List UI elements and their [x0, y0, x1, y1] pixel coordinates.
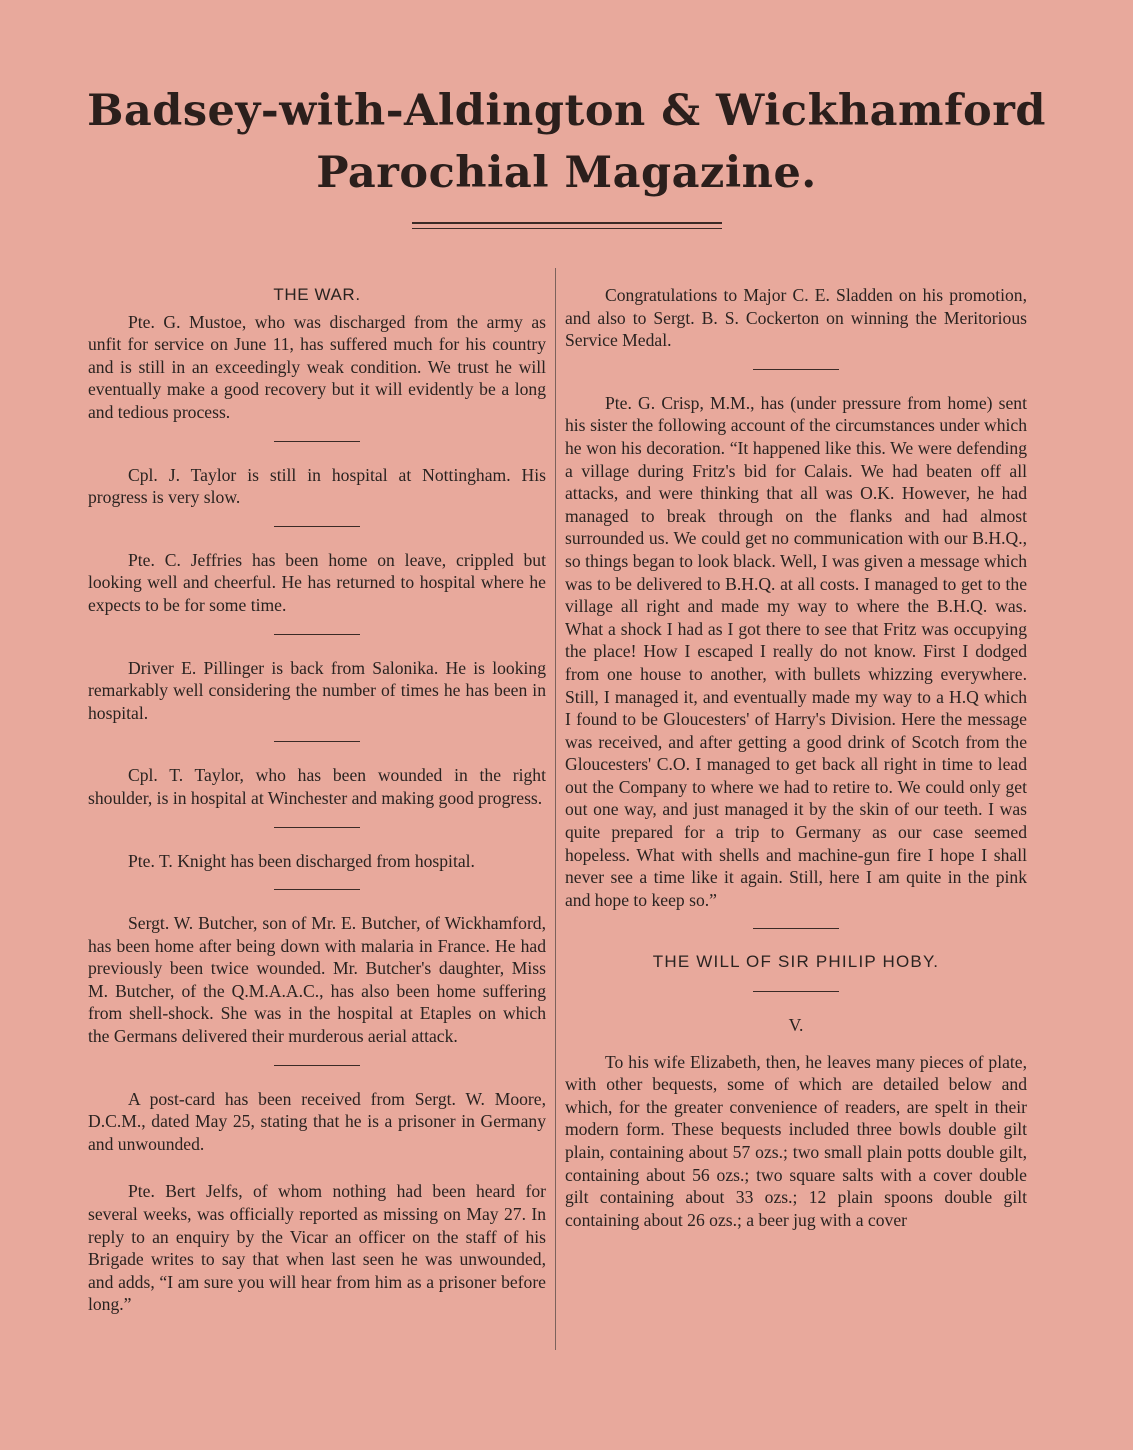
left-column	[88, 284, 546, 1316]
news-item-t-taylor: Cpl. T. Taylor, who has been wounded in the right shoulder, is in hospital at Winchester and making good progress.	[88, 765, 546, 808]
news-item-jelfs: Pte. Bert Jelfs, of whom nothing had been heard for several weeks, was officially reported as missing on May 27. In reply to an enquiry by the Vicar an officer on the staff of his Brigade writes to say that when last seen he was unwounded, and adds, “I am sure you will hear from him as a prisoner before long.”	[88, 1181, 546, 1315]
magazine-title-line1: Badsey-with-Aldington & Wickhamford	[87, 86, 1046, 136]
separator	[274, 889, 360, 890]
news-item-jeffries: Pte. C. Jeffries has been home on leave, crippled but looking well and cheerful. He has returned to hospital where he expects to be for some time.	[88, 549, 546, 615]
separator	[753, 928, 839, 929]
masthead-rule	[412, 222, 722, 224]
right-column	[565, 284, 1027, 1231]
separator	[274, 827, 360, 828]
news-item-crisp: Pte. G. Crisp, M.M., has (under pressure from home) sent his sister the following account of the circumstances under which he won his decoration. “It happened like this. We were defending a village during Fritz's bid for Calais. We had beaten off all attacks, and were thinking that all was O.K. However, he had managed to break through on the flanks and had almost surrounded us. We could get no communication with our B.H.Q., so things began to look black. Well, I was given a message which was to be delivered to B.H.Q. at all costs. I managed to get to the village all right and made my way to where the B.H.Q. was. What a shock I had as I got there to see that Fritz was occupying the place! How I escaped I really do not know. First I dodged from one house to another, with bullets whizzing everywhere. Still, I managed it, and eventually made my way to a H.Q which I found to be Gloucesters' of Harry's Division. Here the message was received, and after getting a good drink of Scotch from the Gloucesters' C.O. I managed to get back all right in time to lead out the Company to where we had to retire to. We could only get out one way, and just managed it by the skin of our teeth. I was quite prepared for a trip to Germany as our case seemed hopeless. What with shells and machine-gun fire I hope I shall never see a time like it again. Still, here I am quite in the pink and hope to keep so.”	[565, 392, 1027, 910]
part-numeral: V.	[788, 1015, 804, 1036]
news-item-j-taylor: Cpl. J. Taylor is still in hospital at Nottingham. His progress is very slow.	[88, 464, 546, 508]
will-paragraph: To his wife Elizabeth, then, he leaves many pieces of plate, with other bequests, some of which are detailed below and which, for the greater convenience of readers, are spelt in their modern form. These bequests included three bowls double gilt plain, containing about 57 ozs.; two small plain potts double gilt, containing about 56 ozs.; two square salts with a cover double gilt containing about 33 ozs.; 12 plain spoons double gilt containing about 26 ozs.; a beer jug with a cover	[565, 1051, 1027, 1230]
magazine-title-line2: Parochial Magazine.	[316, 148, 817, 198]
news-item-moore: A post-card has been received from Sergt. W. Moore, D.C.M., dated May 25, stating that he is a prisoner in Germany and unwounded.	[88, 1088, 546, 1154]
section-heading-hoby-will: THE WILL OF SIR PHILIP HOBY.	[652, 952, 940, 972]
section-heading-the-war: THE WAR.	[273, 285, 361, 304]
masthead-rule-thin	[412, 228, 722, 229]
separator	[274, 526, 360, 527]
spacer	[88, 1155, 546, 1180]
separator	[274, 1065, 360, 1066]
separator	[274, 634, 360, 635]
masthead	[0, 80, 1133, 229]
news-item-mustoe: Pte. G. Mustoe, who was discharged from the army as unfit for service on June 11, has suffered much for his country and is still in an exceedingly weak condition. We trust he will eventually make a good recovery but it will evidently be a long and tedious process.	[88, 311, 546, 422]
separator	[753, 369, 839, 370]
news-item-knight: Pte. T. Knight has been discharged from hospital.	[128, 850, 475, 871]
separator	[753, 991, 839, 992]
column-divider	[555, 268, 556, 1350]
separator	[274, 741, 360, 742]
news-item-pillinger: Driver E. Pillinger is back from Salonika. He is looking remarkably well considering the number of times he has been in hospital.	[88, 657, 546, 723]
news-item-butcher: Sergt. W. Butcher, son of Mr. E. Butcher, of Wickhamford, has been home after being down with malaria in France. He had previously been twice wounded. Mr. Butcher's daughter, Miss M. Butcher, of the Q.M.A.A.C., has also been home suffering from shell-shock. She was in the hospital at Etaples on which the Germans delivered their murderous aerial attack.	[88, 913, 546, 1047]
separator	[274, 441, 360, 442]
news-item-congratulations: Congratulations to Major C. E. Sladden on his promotion, and also to Sergt. B. S. Cockerton on winning the Meritorious Service Medal.	[565, 285, 1027, 351]
